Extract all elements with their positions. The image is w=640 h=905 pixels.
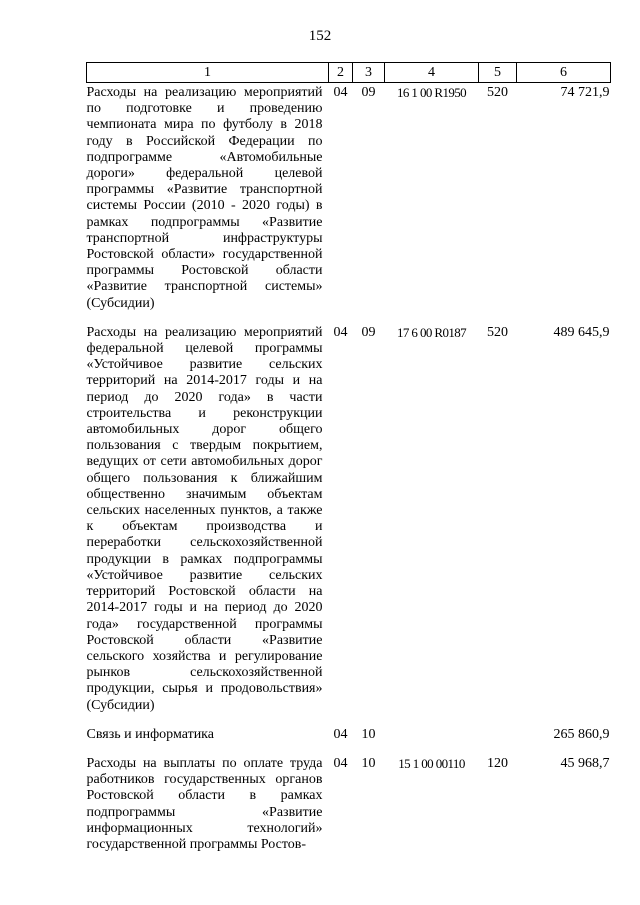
row-section: 04 [333,324,348,340]
row-name: Расходы на реализацию мероприятий по подготовке и проведению чемпионата мира по футболу в 2018 году в Российской Федерации по подпрограмме «Автомобильные дороги» федеральной целевой программы «Развитие транспортной системы России (2010 - 2020 годы) в рамках подпрограммы «Развитие транспортной инфраструктуры Ростовской области» государственной программы Ростовской области «Развитие транспортной системы» (Субсидии) [86,85,323,311]
row-name: Расходы на выплаты по оплате труда работников государственных органов Ростовской области в рамках подпрограммы «Развитие информационных технологий» государственной программы Ростов- [86,755,323,852]
row-subsection: 09 [361,85,376,100]
row-expense-type: 520 [487,85,508,100]
row-target: 15 1 00 00110 [398,755,465,771]
column-header-expense-type: 5 [479,63,517,83]
column-header-target: 4 [385,63,479,83]
row-spacer [87,315,611,323]
row-name: Расходы на реализацию мероприятий федеральной целевой программы «Устойчивое развитие сельских территорий на 2014-2017 годы и на период до 2020 года» в части строительства и реконструкции автомобильных дорог общего пользования с твердым покрытием, ведущих от сети автомобильных дорог общего пользования к ближайшим общественно значимым объектам сельских населенных пунктов, а также к объектам производства и переработки сельскохозяйственной продукции в рамках подпрограммы «Устойчивое развитие сельских территорий Ростовской области на 2014-2017 годы и на период до 2020 года» государственной программы Ростовской области «Развитие сельского хозяйства и регулирование рынков сельскохозяйственной продукции, сырья и продовольствия» (Субсидии) [86,324,323,713]
row-subsection: 10 [361,755,376,771]
page-number: 152 [308,28,332,44]
table-row [87,725,611,746]
budget-table [86,62,611,856]
row-amount: 45 968,7 [560,755,610,771]
row-expense-type [479,725,517,746]
row-amount: 265 860,9 [553,726,610,742]
row-subsection: 10 [361,726,376,742]
row-target [385,725,479,746]
row-spacer [87,717,611,725]
row-amount: 489 645,9 [553,324,610,340]
column-number-header [87,63,611,83]
column-header-section: 2 [329,63,353,83]
column-header-subsection: 3 [353,63,385,83]
row-amount: 74 721,9 [560,85,610,100]
row-spacer [87,746,611,754]
row-expense-type: 520 [487,324,508,340]
row-section: 04 [333,755,348,771]
row-section: 04 [333,85,348,100]
column-header-name: 1 [87,63,329,83]
row-name: Связь и информатика [86,726,214,742]
table-row [87,323,611,717]
row-target: 17 6 00 R0187 [396,324,467,340]
row-expense-type: 120 [487,755,508,771]
row-target: 16 1 00 R1950 [396,85,467,100]
table-row [87,754,611,856]
column-header-amount: 6 [517,63,611,83]
table-row [87,83,611,315]
row-subsection: 09 [361,324,376,340]
row-section: 04 [333,726,348,742]
